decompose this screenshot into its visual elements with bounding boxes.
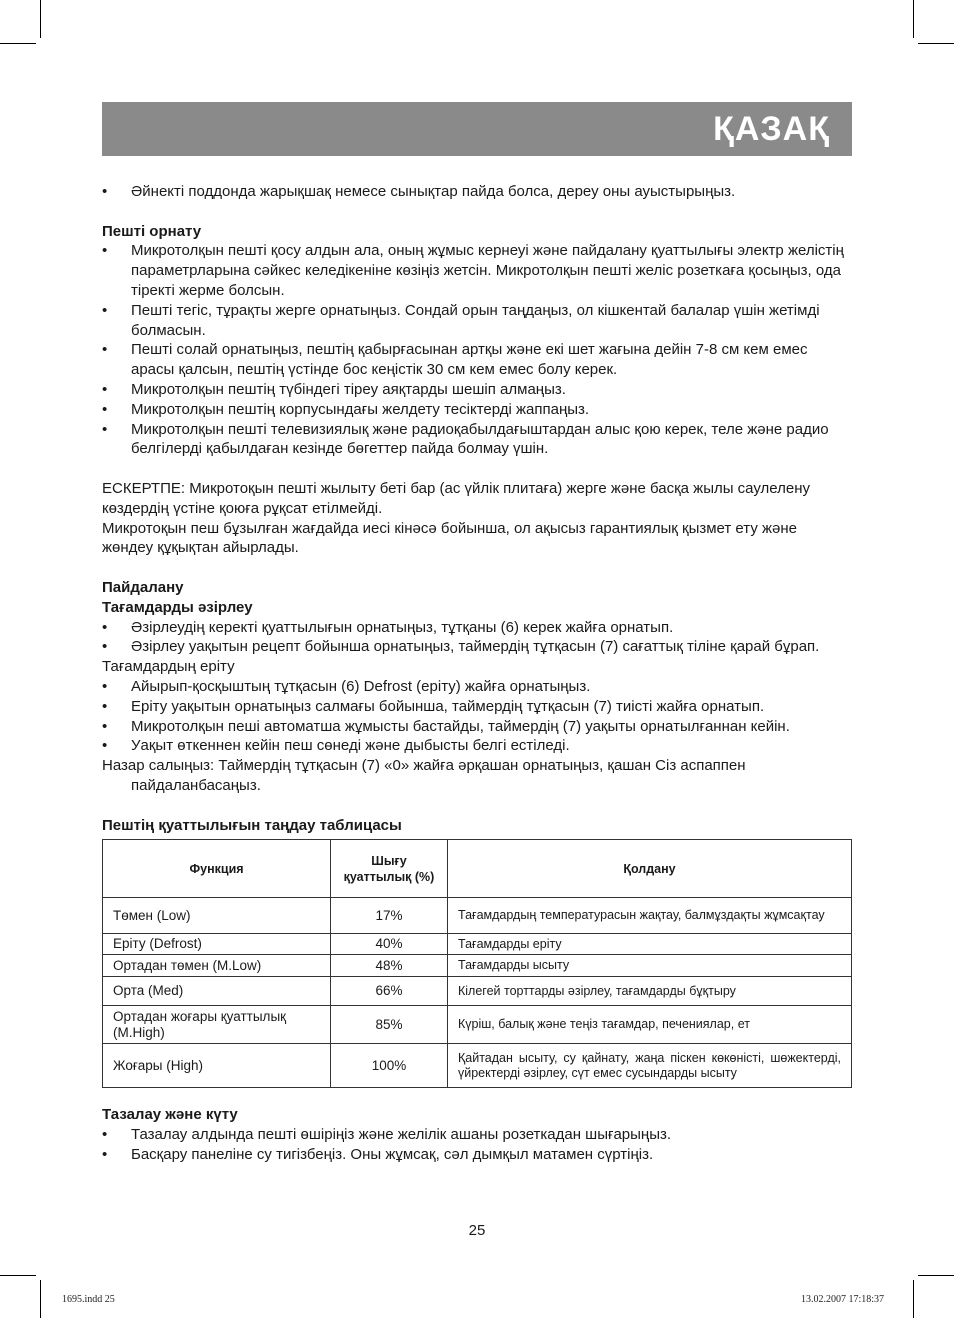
crop-mark: [913, 1280, 914, 1318]
list-item: • Уақыт өткеннен кейін пеш сөнеді және дыбысты белгі естіледі.: [102, 736, 852, 756]
table-cell: Тағамдардың температурасын жақтау, балмұздақты жұмсақтау: [448, 898, 852, 934]
install-heading: Пешті орнату: [102, 222, 202, 240]
list-item: • Микротолқын пешті телевизиялық және радиоқабылдағыштардан алыс қою керек, теле және радио белгілерді қабылдаған кезінде бөгеттер пайда болмау үшін.: [102, 420, 852, 460]
crop-mark: [918, 43, 954, 44]
table-cell: 17%: [331, 898, 448, 934]
table-cell: 100%: [331, 1044, 448, 1088]
list-item: • Тазалау алдында пешті өшіріңіз және желілік ашаны розеткадан шығарыңыз.: [102, 1125, 852, 1145]
table-cell: 40%: [331, 934, 448, 955]
table-cell: Орта (Med): [103, 977, 331, 1006]
power-table: [102, 839, 852, 1088]
note-paragraph: ЕСКЕРТПЕ: Микротоқын пешті жылыту беті бар (ас үйлік плитаға) жерге және басқа жылы саулелену көздердің үстіне қоюға рұқсат етілмейді.: [102, 479, 810, 517]
list-item: • Айырып-қосқыштың тұтқасын (6) Defrost (еріту) жайға орнатыңыз.: [102, 677, 852, 697]
table-cell: 48%: [331, 955, 448, 977]
note-paragraph: Микротоқын пеш бұзылған жағдайда иесі кінәсә бойынша, ол ақысыз гарантиялық қызмет ету және жөндеу құқықтан айырлады.: [102, 519, 797, 557]
table-row: [103, 898, 852, 934]
table-cell: Күріш, балық және теңіз тағамдар, печениялар, ет: [448, 1006, 852, 1044]
table-cell: Жоғары (High): [103, 1044, 331, 1088]
table-cell: Ортадан төмен (M.Low): [103, 955, 331, 977]
list-item: • Басқару панеліне су тигізбеңіз. Оны жұмсақ, сәл дымқыл матамен сүртіңіз.: [102, 1145, 852, 1165]
crop-mark: [40, 0, 41, 38]
list-item: • Әзірлеудің керекті қуаттылығын орнатыңыз, тұтқаны (6) керек жайға орнатып.: [102, 618, 852, 638]
crop-mark: [0, 1275, 36, 1276]
list-item: • Пешті тегіс, тұрақты жерге орнатыңыз. Сондай орын таңдаңыз, ол кішкентай балалар үшін жетімді болмасын.: [102, 301, 852, 341]
defrost-label: Тағамдардың еріту: [102, 658, 235, 676]
list-item: • Микротолқын пештің түбіндегі тіреу аяқтарды шешіп алмаңыз.: [102, 380, 852, 400]
table-row: [103, 977, 852, 1006]
footer-date: 13.02.2007 17:18:37: [800, 1294, 884, 1305]
table-cell: Төмен (Low): [103, 898, 331, 934]
table-cell: 66%: [331, 977, 448, 1006]
table-row: [103, 1006, 852, 1044]
list-item: • Микротолқын пештің корпусындағы желдету тесіктерді жаппаңыз.: [102, 400, 852, 420]
page-number: 25: [468, 1222, 486, 1239]
crop-mark: [40, 1280, 41, 1318]
cooking-subheading: Тағамдарды әзірлеу: [102, 598, 253, 616]
column-header: Қолдану: [448, 840, 852, 898]
column-header: Шығу қуаттылық (%): [331, 840, 448, 898]
list-item: • Микротолқын пешті қосу алдын ала, оның жұмыс кернеуі және пайдалану қуаттылығы электр желістің параметрларына сәйкес келедікеніне көзіңіз жетсін. Микротолқын пешті желіс розеткаға қосыңыз, ода тіректі жерме болсын.: [102, 241, 852, 300]
page-content: [102, 182, 852, 1165]
usage-heading: Пайдалану: [102, 578, 184, 596]
table-cell: Кілегей торттарды әзірлеу, тағамдарды бұқтыру: [448, 977, 852, 1006]
table-row: [103, 955, 852, 977]
table-cell: Тағамдарды еріту: [448, 934, 852, 955]
table-cell: Ортадан жоғары қуаттылық (M.High): [103, 1006, 331, 1044]
table-title: Пештің қуаттылығын таңдау таблицасы: [102, 816, 402, 834]
footer-file: 1695.indd 25: [62, 1294, 115, 1305]
table-cell: 85%: [331, 1006, 448, 1044]
table-header-row: [103, 840, 852, 898]
column-header: Функция: [103, 840, 331, 898]
list-item: • Микротолқын пеші автоматша жұмысты бастайды, таймердің (7) уақыты орнатылғаннан кейін.: [102, 717, 852, 737]
list-item: • Еріту уақытын орнатыңыз салмағы бойынша, таймердің тұтқасын (7) тиісті жайға орнатып.: [102, 697, 852, 717]
table-row: [103, 934, 852, 955]
list-item: • Пешті солай орнатыңыз, пештің қабырғасынан артқы және екі шет жағына дейін 7-8 см кем емес арасы қалсын, пештің үстінде бос кеңістік 30 см кем емес болу керек.: [102, 340, 852, 380]
crop-mark: [918, 1275, 954, 1276]
crop-mark: [0, 43, 36, 44]
table-cell: Еріту (Defrost): [103, 934, 331, 955]
table-cell: Тағамдарды ысыту: [448, 955, 852, 977]
page-title: ҚАЗАҚ: [713, 110, 830, 148]
table-row: [103, 1044, 852, 1088]
language-banner: [102, 102, 852, 156]
table-cell: Қайтадан ысыту, су қайнату, жаңа піскен көкөністі, шөжектерді, үйректерді әзірлеу, сүт емес сусындарды ысыту: [448, 1044, 852, 1088]
crop-mark: [913, 0, 914, 38]
attention-note: Назар салыңыз: Таймердің тұтқасын (7) «0» жайға әрқашан орнатыңыз, қашан Сіз аспаппен пайдаланбасаңыз.: [102, 757, 746, 794]
list-item: • Әзірлеу уақытын рецепт бойынша орнатыңыз, таймердің тұтқасын (7) сағаттық тіліне қарай бұрап.: [102, 637, 852, 657]
cleaning-heading: Тазалау және күту: [102, 1106, 238, 1124]
intro-bullet: • Әйнекті поддонда жарықшақ немесе сынықтар пайда болса, дереу оны ауыстырыңыз.: [102, 182, 852, 202]
